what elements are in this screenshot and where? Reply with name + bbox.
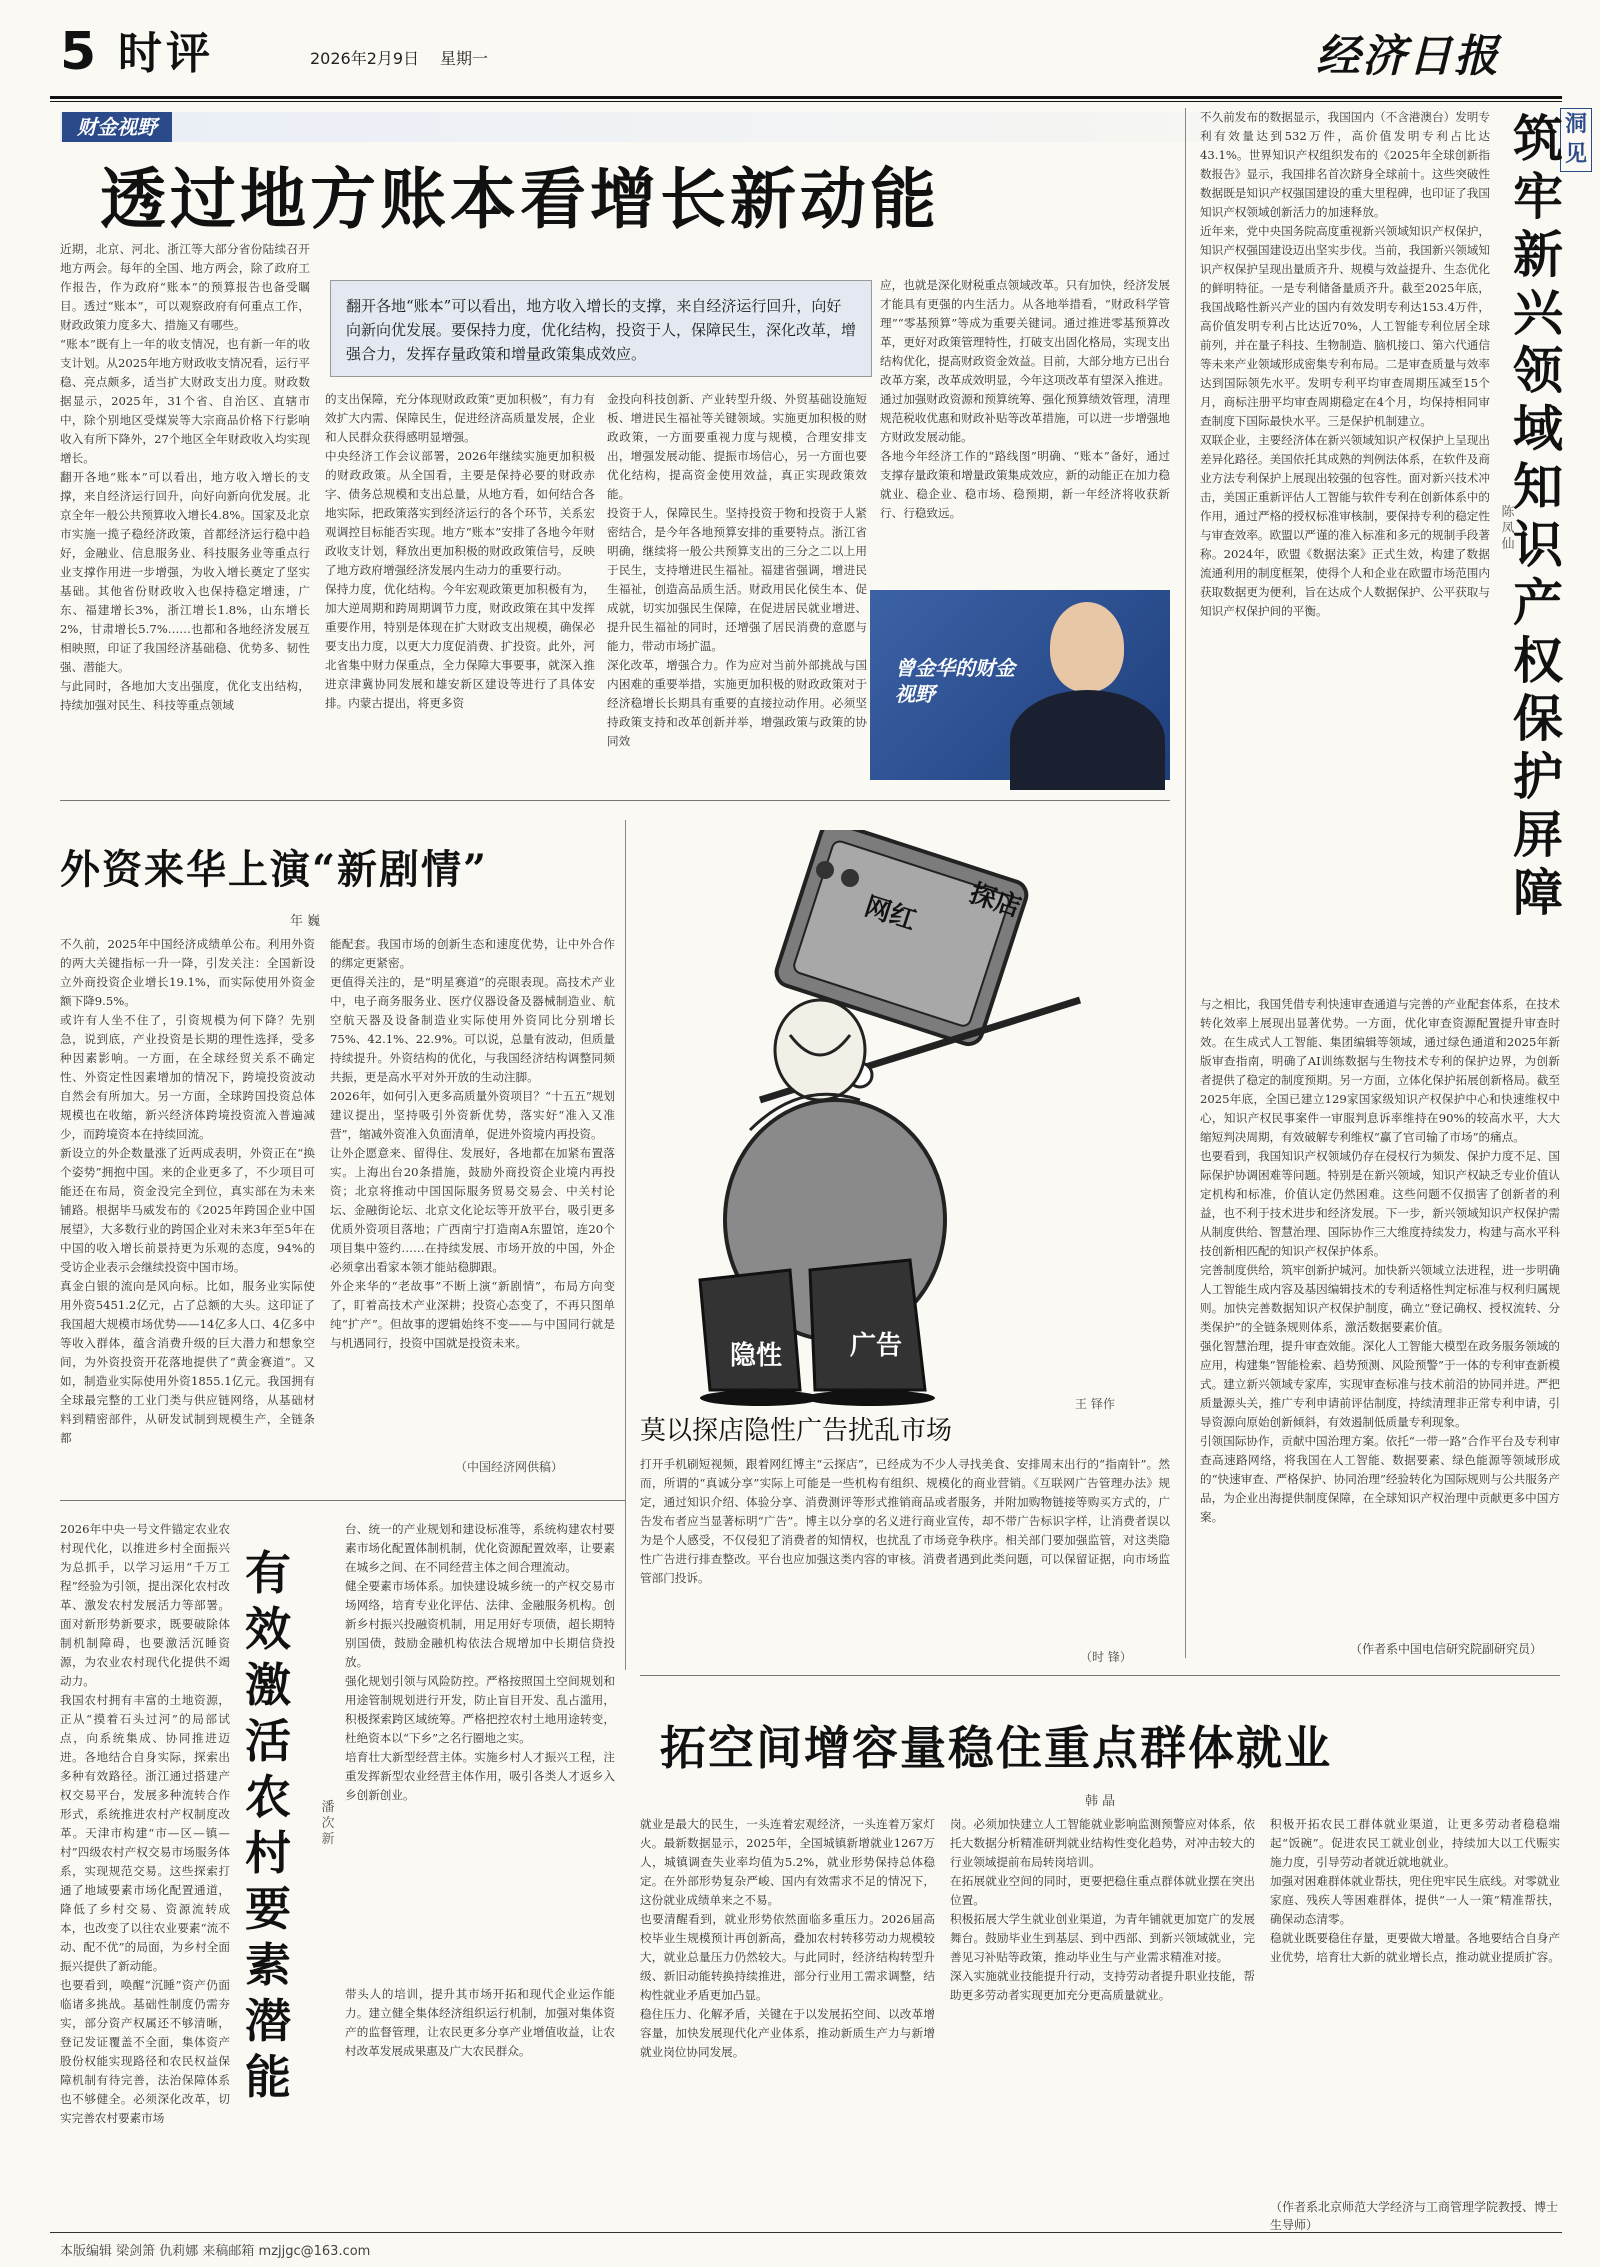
divider (640, 1675, 1560, 1676)
side-article-footnote: （作者系中国电信研究院副研究员） (1350, 1642, 1543, 1656)
jobs-article-col1: 就业是最大的民生，一头连着宏观经济，一头连着万家灯火。最新数据显示，2025年，全国城镇新增就业1267万人，城镇调查失业率均值为5.2%，就业形势保持总体稳定。在外部形势复杂严峻、国内有效需求不足的情况下，这份就业成绩单来之不易。 也要清醒看到，就业形势依然面临多重压力。2026届高校毕业生规模预计再创新高，叠加农村转移劳动力规模较大，就业总量压力仍然较大。与此同时，经济结构转型升级、新旧动能转换持续推进，部分行业用工需求调整，结构性就业矛盾更加凸显。 稳住压力、化解矛盾，关键在于以发展拓空间、以改革增容量，加快发展现代化产业体系，推动新质生产力与新增就业岗位协同发展。 (640, 1817, 935, 2059)
author-photo-face (1050, 602, 1124, 692)
column-label: 财金视野 (62, 112, 172, 142)
newspaper-logo: 经济日报 (1316, 31, 1500, 82)
divider (60, 800, 1170, 801)
issue-weekday: 星期一 (440, 49, 489, 68)
foreign-article-title: 外资来华上演“新剧情” (60, 846, 489, 893)
foreign-article-col2: 能配套。我国市场的创新生态和速度优势，让中外合作的绑定更紧密。 更值得关注的，是“明星赛道”的亮眼表现。高技术产业中，电子商务服务业、医疗仪器设备及器械制造业、航空航天器及设备制造业实际使用外资同比分别增长75%、42.1%、22.9%。可以说，总量有波动，但质量持续提升。外资结构的优化，与我国经济结构调整同频共振，更是高水平对外开放的生动注脚。 2026年，如何引入更多高质量外资项目？“十五五”规划建议提出，坚持吸引外资新优势，落实好“准入又准营”，缩减外资准入负面清单，促进外资境内再投资。 让外企愿意来、留得住、发展好，各地都在加紧布置落实。上海出台20条措施，鼓励外商投资企业境内再投资；北京将推动中国国际服务贸易交易会、中关村论坛、金融街论坛、北京文化论坛等开放平台，吸引更多优质外资项目落地；广西南宁打造南A东盟馆，连20个项目集中签约……在持续发展、市场开放的中国，外企必须拿出看家本领才能站稳脚跟。 外企来华的“老故事”不断上演“新剧情”，布局方向变了，盯着高技术产业深耕；投资心态变了，不再只图单纯“扩产”。但故事的逻辑始终不变——与中国同行就是与机遇同行，投资中国就是投资未来。 (330, 937, 615, 1350)
rural-article-title: 有效激活农村要素潜能 (245, 1546, 291, 2104)
cartoon-text-tandian: 探店 (965, 878, 1025, 924)
rural-article-author: 潘次新 (321, 1800, 335, 1847)
side-column-tag: 洞见 (1560, 108, 1592, 172)
ad-article-body: 打开手机刷短视频，跟着网红博主“云探店”，已经成为不少人寻找美食、安排周末出行的“指南针”。然而，所谓的“真诚分享”实际上可能是一些机构有组织、规模化的商业营销。《互联网广告管理办法》规定，通过知识介绍、体验分享、消费测评等形式推销商品或者服务，并附加购物链接等购买方式的，广告发布者应当显著标明“广告”。博主以分享的名义进行商业宣传，却不带广告标识字样，让消费者误以为是个人感受，不仅侵犯了消费者的知情权，也扰乱了市场竞争秩序。相关部门要加强监管，对这类隐性广告进行排查整改。平台也应加强这类内容的审核。消费者遇到此类问题，可以保留证据，向市场监管部门投诉。 (640, 1457, 1170, 1585)
issue-date: 2026年2月9日 (310, 49, 420, 68)
header-rule-thin (50, 101, 1562, 102)
footer-editors: 本版编辑 梁剑箫 仇莉娜 来稿邮箱 mzjjgc@163.com (60, 2244, 371, 2259)
cartoon-text-wanghong: 网红 (860, 891, 920, 937)
column-banner (60, 112, 1220, 142)
rural-article-col3: 带头人的培训，提升其市场开拓和现代企业运作能力。建立健全集体经济组织运行机制，加强对集体资产的监督管理，让农民更多分享产业增值收益，让农村改革发展成果惠及广大农民群众。 (345, 1987, 615, 2058)
divider (60, 1500, 625, 1501)
side-article-col1: 不久前发布的数据显示，我国国内（不含港澳台）发明专利有效量达到532万件，高价值发明专利占比达43.1%。世界知识产权组织发布的《2025年全球创新指数报告》显示，我国排名首次跻身全球前十。这些突破性数据既是知识产权强国建设的重大里程碑，也印证了我国知识产权领域创新活力的加速释放。 近年来，党中央国务院高度重视新兴领域知识产权保护，知识产权强国建设迈出坚实步伐。当前，我国新兴领域知识产权保护呈现出量质齐升、规模与效益提升、生态优化的鲜明特征。一是专利储备量质齐升。截至2025年底，我国战略性新兴产业的国内有效发明专利达153.4万件，高价值发明专利占比达近70%，人工智能专利位居全球前列，并在量子科技、生物制造、脑机接口、第六代通信等未来产业领域形成密集专利布局。二是审查质量与效率达到国际领先水平。发明专利平均审查周期压减至15个月，商标注册平均审查周期稳定在4个月，均保持相同审查制度下国际最快水平。三是保护机制建立。 双联企业，主要经济体在新兴领域知识产权保护上呈现出差异化路径。美国依托其成熟的判例法体系，在软件及商业方法专利保护上展现出较强的包容性。面对新兴技术冲击，美国正重新评估人工智能与软件专利在创新体系中的作用，通过严格的授权标准审核制，要保持专利的稳定性与审查效率。欧盟以严谨的准入标准和多元的规制手段著称。2024年，欧盟《数据法案》正式生效，构建了数据流通利用的制度框架，使得个人和企业在欧盟市场范围内获取数据更为便利，旨在达成个人数据保护、公平获取与知识产权保护间的平衡。 (1200, 110, 1490, 618)
cartoon-text-guanggao: 广告 (850, 1331, 903, 1361)
author-photo-body (1010, 690, 1165, 790)
side-article-title: 筑牢新兴领域知识产权保护屏障 (1513, 109, 1563, 922)
jobs-article-title: 拓空间增容量稳住重点群体就业 (660, 1721, 1332, 1775)
cartoon-sack-left (700, 1270, 800, 1390)
rural-article-col2: 台、统一的产业规划和建设标准等，系统构建农村要素市场化配置体制机制，优化资源配置效率，让要素在城乡之间、在不同经营主体之间合理流动。 健全要素市场体系。加快建设城乡统一的产权交易市场网络，培育专业化评估、法律、金融服务机构。创新乡村振兴投融资机制，用足用好专项债，超长期特别国债，鼓励金融机构依法合规增加中长期信贷投放。 强化规划引领与风险防控。严格按照国土空间规划和用途管制规划进行开发，防止盲目开发、乱占滥用，积极探索跨区域统筹。严格把控农村土地用途转变，杜绝资本以“下乡”之名行圈地之实。 培育壮大新型经营主体。实施乡村人才振兴工程，注重发挥新型农业经营主体作用，吸引各类人才返乡入乡创新创业。 (345, 1522, 615, 1802)
foreign-article-col1: 不久前，2025年中国经济成绩单公布。利用外资的两大关键指标一升一降，引发关注：全国新设立外商投资企业增长19.1%，而实际使用外资金额下降9.5%。 或许有人坐不住了，引资规模为何下降？先别急，说到底，产业投资是长期的理性选择，受多种因素影响。一方面，在全球经贸关系不确定性、外资定性因素增加的情况下，跨境投资波动自然会有所加大。另一方面，全球跨国投资总体规模也在收缩，新兴经济体跨境投资流入普遍减少，而跨境资本在持续回流。 新设立的外企数量涨了近两成表明，外资正在“换个姿势”拥抱中国。来的企业更多了，不少项目可能还在布局，资金没完全到位，真实部在为未来铺路。根据毕马威发布的《2025年跨国企业中国展望》，大多数行业的跨国企业对未来3年至5年在中国的收入增长前景持更为乐观的态度，94%的受访企业表示会继续投资中国市场。 真金白银的流向是风向标。比如，服务业实际使用外资5451.2亿元，占了总额的大头。这印证了我国超大规模市场优势——14亿多人口、4亿多中等收入群体，蕴含消费升级的巨大潜力和想象空间，为外资投资开花落地提供了“黄金赛道”。又如，制造业实际使用外资1855.1亿元。我国拥有全球最完整的工业门类与供应链网络，从基础材料到精密部件，从研发试制到规模生产，全链条都 (60, 937, 315, 1445)
ad-article-title: 莫以探店隐性广告扰乱市场 (640, 1416, 953, 1446)
main-article-col3: 金投向科技创新、产业转型升级、外贸基础设施短板、增进民生福祉等关键领域。实施更加积极的财政政策，一方面要重视力度与规模，合理安排支出，增强发展动能、提振市场信心，另一方面也要优化结构，提高资金使用效益，真正实现政策效能。 投资于人，保障民生。坚持投资于物和投资于人紧密结合，是今年各地预算安排的重要特点。浙江省明确，继续将一般公共预算支出的三分之二以上用于民生，支持增进民生福祉。福建省强调，增进民生福祉，创造高品质生活。财政用民化侯生本、促成就，切实加强民生保障，在促进居民就业增进、提升民生福祉的同时，还增强了居民消费的意愿与能力，带动市场扩温。 深化改革，增强合力。作为应对当前外部挑战与国内困难的重要举措，实施更加积极的财政政策对于经济稳增长长期具有重要的直接拉动作用。必须坚持政策支持和改革创新并举，增强政策与政策的协同效 (607, 392, 867, 748)
rural-article-col1: 2026年中央一号文件锚定农业农村现代化，以推进乡村全面振兴为总抓手，以学习运用“千万工程”经验为引领，提出深化农村改革、激发农村发展活力等部署。面对新形势新要求，既要破除体制机制障碍，也要激活沉睡资源，为农业农村现代化提供不竭动力。 我国农村拥有丰富的土地资源，正从“摸着石头过河”的局部试点，向系统集成、协同推进迈进。各地结合自身实际，探索出多种有效路径。浙江通过搭建产权交易平台，发展多种流转合作形式，系统推进农村产权制度改革。天津市构建“市—区—镇—村”四级农村产权交易市场服务体系，实现规范交易。这些探索打通了地域要素市场化配置通道，降低了乡村交易、资源流转成本，也改变了以往农业要素“流不动、配不优”的局面，为乡村全面振兴提供了新动能。 也要看到，唤醒“沉睡”资产仍面临诸多挑战。基础性制度仍需夯实，部分资产权属还不够清晰，登记发证覆盖不全面，集体资产股份权能实现路径和农民权益保障机制有待完善，法治保障体系也不够健全。必须深化改革，切实完善农村要素市场 (60, 1522, 230, 2125)
jobs-article-author: 韩 晶 (1085, 1794, 1116, 1809)
divider-vertical (1185, 108, 1186, 1658)
foreign-article-author: 年 巍 (290, 914, 321, 929)
main-article-title: 透过地方账本看增长新动能 (100, 160, 940, 238)
footer-rule (50, 2232, 1562, 2233)
main-article-col2: 的支出保障，充分体现财政政策“更加积极”，有力有效扩大内需、保障民生，促进经济高质量发展，企业和人民群众获得感明显增强。 中央经济工作会议部署，2026年继续实施更加积极的财政政策。从全国看，主要是保持必要的财政赤字、债务总规模和支出总量，从地方看，如何结合各地实际，把政策落实到经济运行的各个环节，关系宏观调控目标能否实现。地方“账本”安排了各地今年财政收支计划，释放出更加积极的财政政策信号，反映了地方政府增强经济发展内生动力的重要行动。 保持力度，优化结构。今年宏观政策更加积极有为，加大逆周期和跨周期调节力度，财政政策在其中发挥重要作用，特别是体现在扩大财政支出规模，确保必要支出力度，以更大力度促消费、扩投资。此外，河北省集中财力保重点，全力保障大事要事，就深入推进京津冀协同发展和雄安新区建设等进行了具体安排。内蒙古提出，将更多资 (325, 392, 595, 710)
cartoon-credit: 王 铎作 (1075, 1397, 1115, 1411)
photo-caption: 曾金华的财金视野 (895, 656, 1015, 706)
jobs-article-col3: 积极开拓农民工群体就业渠道，让更多劳动者稳稳端起“饭碗”。促进农民工就业创业，持续加大以工代赈实施力度，引导劳动者就近就地就业。 加强对困难群体就业帮扶，兜住兜牢民生底线。对零就业家庭、残疾人等困难群体，提供“一人一策”精准帮扶，确保动态清零。 稳就业既要稳住存量，更要做大增量。各地要结合自身产业优势，培育壮大新的就业增长点，推动就业提质扩容。 (1270, 1817, 1560, 1964)
page-number: 5 (60, 22, 97, 82)
header-rule (50, 96, 1562, 99)
divider-vertical (625, 820, 626, 1670)
cartoon-text-yinxing: 隐性 (730, 1341, 783, 1371)
main-article-col1: 近期，北京、河北、浙江等大部分省份陆续召开地方两会。每年的全国、地方两会，除了政府工作报告，作为政府“账本”的预算报告也备受瞩目。透过“账本”，可以观察政府有何重点工作，财政政策力度多大、措施又有哪些。 “账本”既有上一年的收支情况，也有新一年的收支计划。从2025年地方财政收支情况看，运行平稳、亮点颇多，适当扩大财政支出力度。财政数据显示，2025年，31个省、自治区、直辖市中，除个别地区受煤炭等大宗商品价格下行影响收入有所下降外，27个地区全年财政收入均实现增长。 翻开各地“账本”可以看出，地方收入增长的支撑，来自经济运行回升，向好向新向优发展。北京全年一般公共预算收入增长4.8%。国家及北京市实施一揽子稳经济政策，首都经济运行稳中趋好，金融业、信息服务业、科技服务业等重点行业支撑作用进一步增强，为收入增长奠定了坚实基础。其他省份财政收入也保持稳定增速，广东、福建增长3%，浙江增长1.8%，山东增长2%，甘肃增长5.7%……也都和各地经济发展互相映照，印证了我国经济基础稳、优势多、韧性强、潜能大。 与此同时，各地加大支出强度，优化支出结构，持续加强对民生、科技等重点领域 (60, 242, 310, 712)
jobs-article-footnote: （作者系北京师范大学经济与工商管理学院教授、博士生导师） (1270, 2200, 1559, 2232)
ad-article-author: （时 锋） (1080, 1650, 1132, 1664)
side-article-col2: 与之相比，我国凭借专利快速审查通道与完善的产业配套体系，在技术转化效率上展现出显著优势。一方面，优化审查资源配置提升审查时效。在生成式人工智能、集团编辑等领域，通过绿色通道和2025年新版审查指南，明确了AI训练数据与生物技术专利的保护边界，为创新者提供了稳定的制度预期。另一方面，立体化保护拓展创新格局。截至2025年底，全国已建立129家国家级知识产权保护中心和快速维权中心，知识产权民事案件一审服判息诉率维持在90%的较高水平，大大缩短判决周期，有效破解专利维权“赢了官司输了市场”的痛点。 也要看到，我国知识产权领域仍存在侵权行为频发、保护力度不足、国际保护协调困难等问题。特别是在新兴领域，知识产权缺乏专业价值认定机构和标准，价值认定仍然困难。这些问题不仅损害了创新者的利益，也不利于技术进步和经济发展。下一步，新兴领域知识产权保护需从制度供给、智慧治理、国际协作三大维度持续发力，构建与高水平科技创新相匹配的知识产权保护体系。 完善制度供给，筑牢创新护城河。加快新兴领域立法进程，进一步明确人工智能生成内容及基因编辑技术的专利适格性判定标准与权利归属规则。加快完善数据知识产权保护制度，确立“登记确权、授权流转、分类保护”的全链条规则体系，激活数据要素价值。 强化智慧治理，提升审查效能。深化人工智能大模型在政务服务领域的应用，构建集“智能检索、趋势预测、风险预警”于一体的专利审查新模式。建立新兴领域专家库，实现审查标准与技术前沿的协同并进。严把质量源头关，推广专利申请前评估制度，持续清理非正常专利申请，引导资源向原始创新倾斜，有效遏制低质量专利现象。 引领国际协作，贡献中国治理方案。依托“一带一路”合作平台及专利审查高速路网络，将我国在人工智能、数据要素、绿色能源等领域形成的“快速审查、严格保护、协同治理”经验转化为国际规则与公共服务产品，为企业出海提供制度保障，在全球知识产权治理中贡献更多中国方案。 (1200, 997, 1560, 1524)
section-name: 时评 (118, 28, 214, 79)
side-article-author: 陈凤仙 (1501, 505, 1515, 552)
foreign-article-source: （中国经济网供稿） (455, 1460, 564, 1474)
jobs-article-col2: 岗。必须加快建立人工智能就业影响监测预警应对体系，依托大数据分析精准研判就业结构性变化趋势，对冲击较大的行业领域提前布局转岗培训。 在拓展就业空间的同时，更要把稳住重点群体就业摆在突出位置。 积极拓展大学生就业创业渠道，为青年铺就更加宽广的发展舞台。鼓励毕业生到基层、到中西部、到新兴领域就业，完善见习补贴等政策，推动毕业生与产业需求精准对接。 深入实施就业技能提升行动，支持劳动者提升职业技能，帮助更多劳动者实现更加充分更高质量就业。 (950, 1817, 1255, 2002)
main-article-col4: 应，也就是深化财税重点领域改革。只有加快，经济发展才能具有更强的内生活力。从各地举措看，“财政科学管理”“零基预算”等成为重要关键词。通过推进零基预算改革，更好对政策管理特性，打破支出固化格局，实现支出结构优化，提高财政资金效益。目前，大部分地方已出台改革方案，改革成效明显，今年这项改革有望深入推进。通过加强财政资源和预算统筹、强化预算绩效管理，清理规范税收优惠和财政补贴等改革措施，可以进一步增强地方财政发展动能。 各地今年经济工作的“路线图”明确、“账本”备好，通过支撑存量政策和增量政策集成效应，新的动能正在加力稳就业、稳企业、稳市场、稳预期，新一年经济将收获新行、行稳致远。 (880, 278, 1170, 520)
main-article-lead: 翻开各地“账本”可以看出，地方收入增长的支撑，来自经济运行回升，向好向新向优发展。要保持力度，优化结构，投资于人，保障民生，深化改革，增强合力，发挥存量政策和增量政策集成效应。 (346, 297, 857, 363)
